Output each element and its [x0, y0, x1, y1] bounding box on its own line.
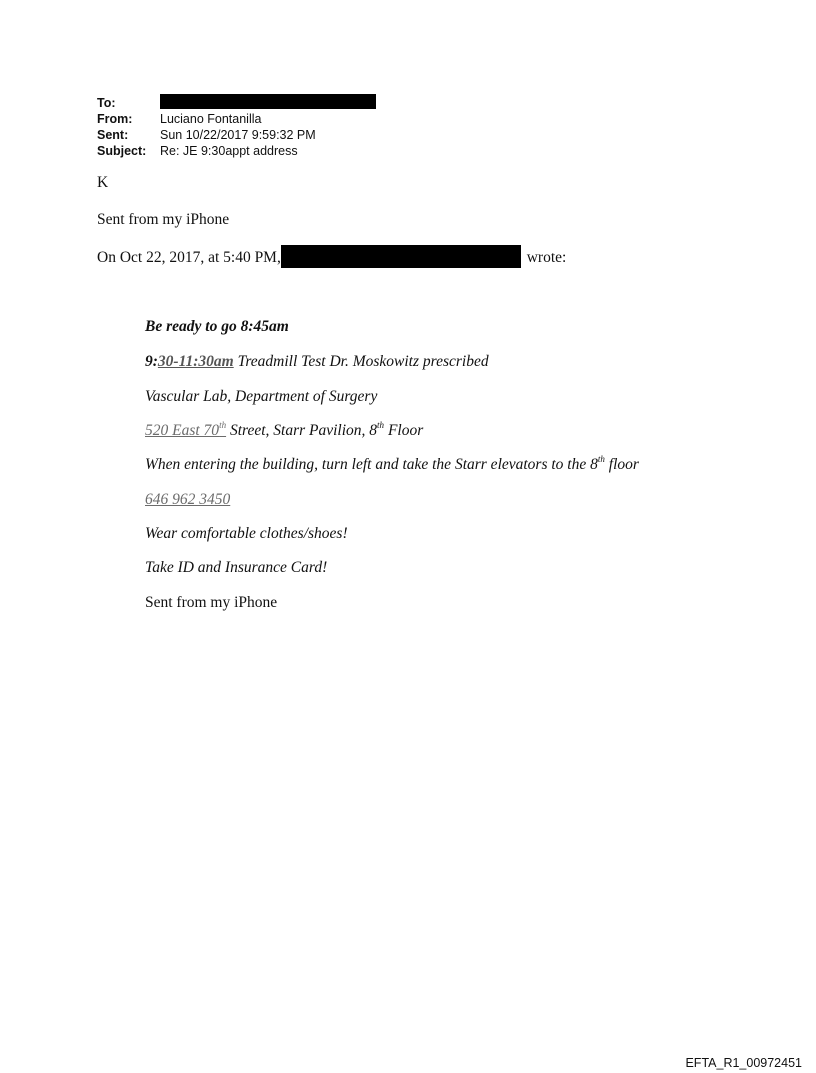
- to-row: [97, 95, 376, 111]
- quoted-location-line: Vascular Lab, Department of Surgery: [145, 388, 378, 405]
- quoted-ready-line: Be ready to go 8:45am: [145, 318, 289, 335]
- email-header: [97, 95, 376, 159]
- sent-value: Sun 10/22/2017 9:59:32 PM: [160, 128, 316, 142]
- address-rest-b: Floor: [384, 422, 424, 439]
- phone-link[interactable]: 646 962 3450: [145, 491, 231, 508]
- redaction-block: [160, 94, 376, 109]
- from-label: From:: [97, 112, 133, 126]
- sent-label: Sent:: [97, 128, 129, 142]
- address-rest-a: Street, Starr Pavilion, 8: [226, 422, 378, 439]
- quoted-address-line: [145, 419, 424, 440]
- directions-sup: th: [597, 453, 605, 464]
- subject-value: Re: JE 9:30appt address: [160, 144, 298, 158]
- attribution-line: [97, 247, 566, 270]
- appointment-prefix: 9:: [145, 353, 158, 370]
- attribution-prefix: On Oct 22, 2017, at 5:40 PM,: [97, 249, 281, 267]
- from-value: Luciano Fontanilla: [160, 112, 262, 126]
- address-sup-b: th: [377, 419, 385, 430]
- to-label: To:: [97, 96, 116, 110]
- directions-text: When entering the building, turn left and take the Starr elevators to the 8: [145, 456, 598, 473]
- from-row: [97, 111, 376, 127]
- attribution-suffix: wrote:: [522, 249, 567, 267]
- quoted-id-line: Take ID and Insurance Card!: [145, 559, 328, 576]
- quoted-directions-line: [145, 453, 639, 474]
- redaction-block: [281, 245, 521, 268]
- appointment-rest: Treadmill Test Dr. Moskowitz prescribed: [233, 353, 489, 370]
- quoted-appointment-line: [145, 353, 489, 371]
- address-link-text: 520 East 70: [145, 422, 220, 439]
- quoted-signature: Sent from my iPhone: [145, 594, 278, 611]
- quoted-clothes-line: Wear comfortable clothes/shoes!: [145, 525, 348, 542]
- directions-end: floor: [604, 456, 639, 473]
- address-link[interactable]: [145, 419, 227, 439]
- address-sup-a: th: [219, 419, 227, 430]
- reply-signature: Sent from my iPhone: [97, 211, 230, 228]
- document-id: EFTA_R1_00972451: [685, 1056, 802, 1070]
- subject-label: Subject:: [97, 144, 147, 158]
- reply-text: K: [97, 174, 109, 191]
- subject-row: [97, 143, 376, 159]
- quoted-phone-line: [145, 491, 230, 509]
- appointment-time-link[interactable]: 30-11:30am: [157, 353, 234, 370]
- sent-row: [97, 127, 376, 143]
